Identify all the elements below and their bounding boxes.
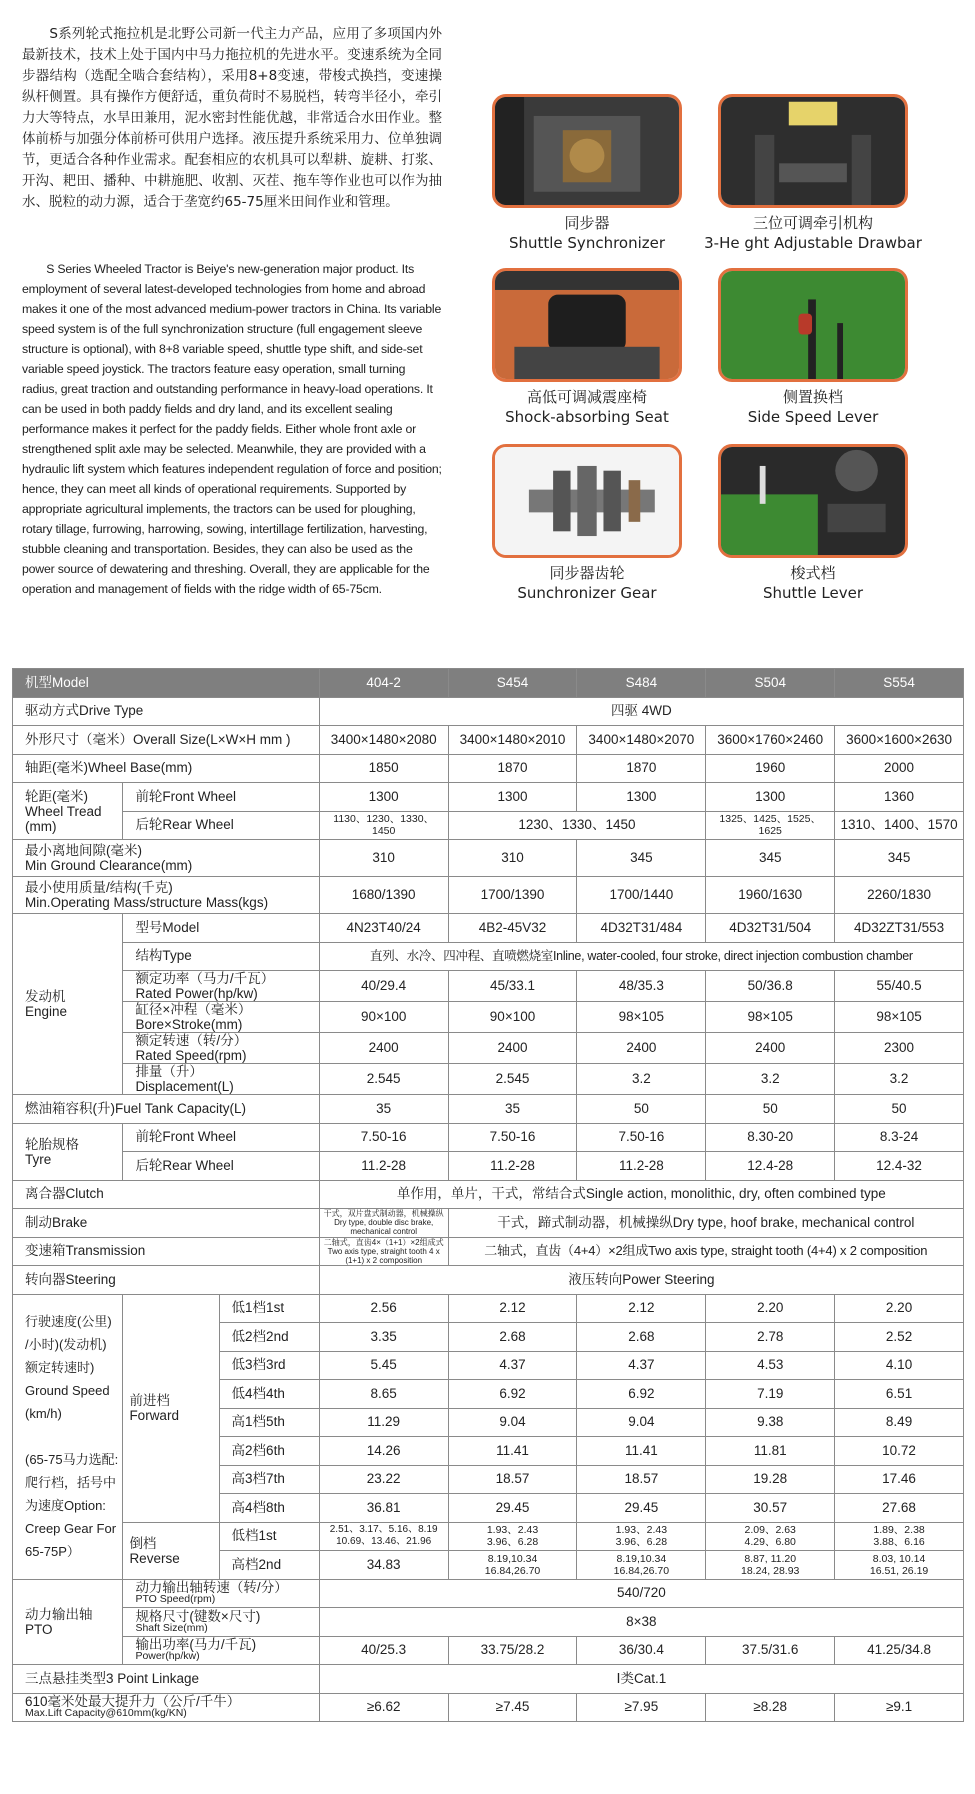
cell: 98×105 [577,1002,706,1033]
row-sublabel [123,1636,319,1665]
cell: 2.78 [706,1323,835,1352]
cell: ≥6.62 [319,1693,448,1722]
row-label: 转向器Steering [13,1266,320,1295]
row-label: 外形尺寸（毫米）Overall Size(L×W×H mm ) [13,726,320,755]
cell: 98×105 [835,1002,964,1033]
cell: 55/40.5 [835,971,964,1002]
cell: 345 [577,840,706,877]
row-label: 轴距(毫米)Wheel Base(mm) [13,754,320,783]
row-sublabel: 结构Type [123,942,319,971]
cell: 2.12 [448,1294,577,1323]
cell: 2260/1830 [835,877,964,914]
label-cn: 轮胎规格 [25,1136,79,1152]
cell: 8.3-24 [835,1123,964,1152]
feature-caption-cn: 侧置换档 [782,388,843,406]
cell: 1300 [448,783,577,812]
model-s554: S554 [835,669,964,698]
table-row [13,1237,964,1266]
row-sublabel [123,1608,319,1637]
intro-english: S Series Wheeled Tractor is Beiye's new-generation major product. Its employment of several latest-developed technologies from home and abroad makes it one of the most advanced medium-power tractors in China. Its variable speed system is of the full synchronization structure (full engagement sleeve structure is optional), with 8+8 variable speed, shuttle type shift, and side-set variable speed joystick. The tractors feature easy operation, small turning radius, great traction and outstanding performance in heavy-load operations. It can be used in both paddy fields and dry land, and its excellent sealing performance makes it perfect for the paddy fields. Either whole front axle or strengthened split axle may be selected. Meanwhile, they are provided with a hydraulic lift system which features independent regulation of force and position; hence, they can meet all kinds of operational requirements. Supported by appropriate agricultural implements, the tractors can be used for ploughing, rotary tillage, furrowing, harrowing, sowing, intertillage fertilization, harvesting, stubble cleaning and transportation. Besides, they can also be used as the power source of dewatering and threshing. Overall, they are applicable for the operation and management of fields with the ridge width of 65-75cm. [22,262,442,596]
cell: 2400 [577,1033,706,1064]
row-label [13,1693,320,1722]
cell: 11.2-28 [577,1152,706,1181]
cell: 18.57 [577,1465,706,1494]
cell: 8.03, 10.14 16.51, 26.19 [835,1551,964,1580]
cell: 2.12 [577,1294,706,1323]
cell: 310 [319,840,448,877]
cell: 3.35 [319,1323,448,1352]
cell: 11.2-28 [319,1152,448,1181]
label-cn: 输出功率(马力/千瓦) [135,1637,257,1653]
cell: 540/720 [319,1579,963,1608]
cell: 8.19,10.34 16.84,26.70 [448,1551,577,1580]
gear-label: 高4档8th [219,1494,319,1523]
cell: 4.53 [706,1351,835,1380]
cell: 90×100 [448,1002,577,1033]
label-cn: 最小离地间隙(毫米) [25,843,142,858]
gear-label: 低3档3rd [219,1351,319,1380]
cell: 33.75/28.2 [448,1636,577,1665]
cell: 9.04 [448,1408,577,1437]
table-row [13,971,964,1002]
cell: 1850 [319,754,448,783]
row-label [13,1123,123,1180]
cell: 2.20 [835,1294,964,1323]
cell: 8.19,10.34 16.84,26.70 [577,1551,706,1580]
row-sublabel: 前轮Front Wheel [123,1123,319,1152]
label-cn: 610毫米处最大提升力（公斤/千牛） [25,1694,241,1710]
cell: 2300 [835,1033,964,1064]
cell: 2400 [448,1033,577,1064]
cell: 35 [319,1095,448,1124]
label-en: Forward [129,1408,179,1423]
table-row [13,840,964,877]
cell: 5.45 [319,1351,448,1380]
cell: 1.93、2.43 3.96、6.28 [448,1522,577,1551]
cell: 1700/1390 [448,877,577,914]
table-row [13,726,964,755]
table-row [13,1693,964,1722]
row-sublabel: 后轮Rear Wheel [123,811,319,840]
cell: 3600×1600×2630 [835,726,964,755]
label-en: Max.Lift Capacity@610mm(kg/KN) [25,1707,187,1720]
model-s504: S504 [706,669,835,698]
cell: 9.04 [577,1408,706,1437]
table-row [13,942,964,971]
label-en: Power(hp/kw) [135,1650,200,1663]
cell: 14.26 [319,1437,448,1466]
cell: 3400×1480×2080 [319,726,448,755]
cell: 2000 [835,754,964,783]
cell: 40/25.3 [319,1636,448,1665]
cell: 11.29 [319,1408,448,1437]
cell: 36.81 [319,1494,448,1523]
label-cn: 排量（升） [135,1064,203,1079]
table-header-row [13,669,964,698]
forward-label [123,1294,219,1522]
table-row [13,1209,964,1238]
cell: 1300 [577,783,706,812]
cell: 310 [448,840,577,877]
cell: 2.51、3.17、5.16、8.19 10.69、13.46、21.96 [319,1522,448,1551]
table-row [13,914,964,943]
table-row [13,1095,964,1124]
cell: 4B2-45V32 [448,914,577,943]
table-row [13,1266,964,1295]
cell: 90×100 [319,1002,448,1033]
label-cn: 前进档 [129,1393,170,1408]
label-cn: 动力输出轴转速（转/分） [135,1580,288,1596]
cell: 二轴式，直齿（4+4）×2组成Two axis type, straight tooth (4+4) x 2 composition [448,1237,963,1266]
cell: ≥8.28 [706,1693,835,1722]
gear-label: 低2档2nd [219,1323,319,1352]
feature-caption-cn: 同步器 [564,214,610,232]
cell: 1960/1630 [706,877,835,914]
cell: 1310、1400、1570 [835,811,964,840]
label-en: Min Ground Clearance(mm) [25,858,193,873]
cell: 2.09、2.63 4.29、6.80 [706,1522,835,1551]
row-label: 离合器Clutch [13,1180,320,1209]
gear-label: 高1档5th [219,1408,319,1437]
cell: 19.28 [706,1465,835,1494]
cell: 干式，双片盘式制动器，机械操纵Dry type, double disc brake, mechanical control [319,1209,448,1238]
row-label [13,840,320,877]
row-label [13,914,123,1095]
cell: 8.49 [835,1408,964,1437]
cell: 3.2 [706,1064,835,1095]
feature-caption-en: Sunchronizer Gear [517,584,657,602]
gear-label: 高3档7th [219,1465,319,1494]
label-cn: 发动机 [25,989,66,1004]
cell: 4D32T31/484 [577,914,706,943]
table-row [13,1636,964,1665]
label-cn: 缸径×冲程（毫米） [135,1002,252,1017]
cell: 29.45 [577,1494,706,1523]
table-row [13,1152,964,1181]
row-label: 制动Brake [13,1209,320,1238]
cell: 3600×1760×2460 [706,726,835,755]
table-row [13,1579,964,1608]
table-row [13,1002,964,1033]
cell: 8.87, 11.20 18.24, 28.93 [706,1551,835,1580]
cell: 8.30-20 [706,1123,835,1152]
cell: 41.25/34.8 [835,1636,964,1665]
shuttle-lever-photo [718,444,908,558]
cell: 9.38 [706,1408,835,1437]
cell: 1960 [706,754,835,783]
cell: 11.2-28 [448,1152,577,1181]
cell: 二轴式，直齿4×（1+1）×2组成式Two axis type, straight tooth 4 x (1+1) x 2 composition [319,1237,448,1266]
cell: 7.50-16 [448,1123,577,1152]
cell: 6.51 [835,1380,964,1409]
label-en: PTO [25,1621,53,1637]
cell: ≥7.95 [577,1693,706,1722]
model-s454: S454 [448,669,577,698]
row-label: 燃油箱容积(升)Fuel Tank Capacity(L) [13,1095,320,1124]
row-sublabel: 型号Model [123,914,319,943]
table-row [13,1180,964,1209]
lever-photo [718,268,908,382]
cell: 四驱 4WD [319,697,963,726]
label-en: Tyre [25,1151,52,1167]
label-cn: 最小使用质量/结构(千克) [25,880,173,895]
row-sublabel: 前轮Front Wheel [123,783,319,812]
cell: 11.81 [706,1437,835,1466]
label-cn: 规格尺寸(键数×尺寸) [135,1608,261,1624]
table-row [13,754,964,783]
table-row [13,1665,964,1694]
gear-photo [492,444,682,558]
label-cn: 额定功率（马力/千瓦） [135,971,275,986]
table-row [13,877,964,914]
cell: 50 [706,1095,835,1124]
cell: 40/29.4 [319,971,448,1002]
seat-photo [492,268,682,382]
cell: 1325、1425、1525、1625 [706,811,835,840]
cell: 2.20 [706,1294,835,1323]
cell: 35 [448,1095,577,1124]
cell: 6.92 [577,1380,706,1409]
cell: 2.56 [319,1294,448,1323]
intro-chinese: S系列轮式拖拉机是北野公司新一代主力产品，应用了多项国内外最新技术，技术上处于国内中马力拖拉机的先进水平。变速系统为全同步器结构（选配全啮合套结构），采用8+8变速，带梭式换挡，变速操纵杆侧置。具有操作方便舒适，重负荷时不易脱档，转弯半径小，牵引力大等特点，水旱田兼用，泥水密封性能优越，非常适合水田作业。整体前桥与加强分体前桥可供用户选择。液压提升系统采用力、位单独调节，更适合各种作业需求。配套相应的农机具可以犁耕、旋耕、打浆、开沟、耙田、播种、中耕施肥、收割、灭茬、拖车等作业也可以作为抽水、脱粒的动力源，适合于垄宽约65-75厘米田间作业和管理。 [22,26,442,210]
gear-label: 低档1st [219,1522,319,1551]
cell: 98×105 [706,1002,835,1033]
row-label: 变速箱Transmission [13,1237,320,1266]
cell: 10.72 [835,1437,964,1466]
feature-caption-en: Shuttle Lever [762,584,864,602]
cell: 1360 [835,783,964,812]
label-en: Reverse [129,1550,180,1566]
cell: 27.68 [835,1494,964,1523]
cell: 29.45 [448,1494,577,1523]
cell: 3400×1480×2010 [448,726,577,755]
cell: 18.57 [448,1465,577,1494]
cell: 7.50-16 [319,1123,448,1152]
cell: 2400 [706,1033,835,1064]
cell: 2.52 [835,1323,964,1352]
feature-caption-cn: 三位可调牵引机构 [752,214,873,232]
cell: 1870 [448,754,577,783]
cell: 23.22 [319,1465,448,1494]
table-row [13,1064,964,1095]
gear-label: 高2档6th [219,1437,319,1466]
cell: 1130、1230、1330、1450 [319,811,448,840]
row-sublabel [123,1033,319,1064]
table-row [13,1123,964,1152]
row-sublabel [123,1064,319,1095]
cell: 单作用，单片，干式，常结合式Single action, monolithic, dry, often combined type [319,1180,963,1209]
label-en: Shaft Size(mm) [135,1621,208,1634]
row-label: 行驶速度(公里) /小时)(发动机) 额定转速时) Ground Speed (km/h) (65-75马力选配: 爬行档，括号中 为速度Option: Creep Gear For 65-75P） [13,1294,123,1579]
cell: 4.37 [577,1351,706,1380]
label-en: Min.Operating Mass/structure Mass(kgs) [25,895,269,910]
cell: 17.46 [835,1465,964,1494]
cell: 3.2 [577,1064,706,1095]
label-en: Rated Power(hp/kw) [135,986,258,1001]
cell: 1700/1440 [577,877,706,914]
table-row [13,1033,964,1064]
cell: 11.41 [577,1437,706,1466]
label-en: Engine [25,1004,68,1019]
cell: Ⅰ类Cat.1 [319,1665,963,1694]
cell: 2400 [319,1033,448,1064]
drawbar-photo [718,94,908,208]
cell: 12.4-32 [835,1152,964,1181]
row-sublabel [123,1002,319,1033]
cell: ≥7.45 [448,1693,577,1722]
reverse-label [123,1522,219,1579]
row-label: 驱动方式Drive Type [13,697,320,726]
gear-label: 低4档4th [219,1380,319,1409]
cell: 1.93、2.43 3.96、6.28 [577,1522,706,1551]
cell: 2.68 [448,1323,577,1352]
cell: 11.41 [448,1437,577,1466]
table-row [13,1608,964,1637]
label-en: Bore×Stroke(mm) [135,1017,243,1032]
cell: 50 [577,1095,706,1124]
label-cn: 动力输出轴 [25,1606,93,1622]
cell: 7.19 [706,1380,835,1409]
table-row [13,783,964,812]
row-sublabel: 后轮Rear Wheel [123,1152,319,1181]
cell: 2.68 [577,1323,706,1352]
cell: 2.545 [319,1064,448,1095]
cell: 4.10 [835,1351,964,1380]
gear-label: 低1档1st [219,1294,319,1323]
cell: 37.5/31.6 [706,1636,835,1665]
model-404-2: 404-2 [319,669,448,698]
row-sublabel [123,971,319,1002]
cell: 45/33.1 [448,971,577,1002]
cell: 3400×1480×2070 [577,726,706,755]
cell: 2.545 [448,1064,577,1095]
cell: 6.92 [448,1380,577,1409]
cell: 4N23T40/24 [319,914,448,943]
label-cn: 倒档 [129,1535,157,1551]
cell: 345 [706,840,835,877]
cell: 48/35.3 [577,971,706,1002]
cell: ≥9.1 [835,1693,964,1722]
row-label: 三点悬挂类型3 Point Linkage [13,1665,320,1694]
cell: 4.37 [448,1351,577,1380]
row-label [13,1579,123,1665]
table-row [13,811,964,840]
label-cn: 额定转速（转/分） [135,1033,248,1048]
label-en: PTO Speed(rpm) [135,1593,216,1606]
feature-caption-en: 3-He ght Adjustable Drawbar [704,234,922,252]
cell: 345 [835,840,964,877]
cell: 干式，蹄式制动器，机械操纵Dry type, hoof brake, mechanical control [448,1209,963,1238]
cell: 8.65 [319,1380,448,1409]
cell: 34.83 [319,1551,448,1580]
cell: 12.4-28 [706,1152,835,1181]
cell: 1680/1390 [319,877,448,914]
cell: 8×38 [319,1608,963,1637]
synchronizer-photo [492,94,682,208]
label-en: Rated Speed(rpm) [135,1048,247,1063]
cell: 1870 [577,754,706,783]
cell: 直列、水冷、四冲程、直喷燃烧室Inline, water-cooled, four stroke, direct injection combustion chamber [319,942,963,971]
cell: 4D32T31/504 [706,914,835,943]
cell: 30.57 [706,1494,835,1523]
feature-caption-en: Shock-absorbing Seat [505,408,669,426]
cell: 1.89、2.38 3.88、6.16 [835,1522,964,1551]
feature-caption-cn: 同步器齿轮 [549,564,625,582]
feature-caption-en: Side Speed Lever [747,408,879,426]
table-row [13,1522,964,1551]
row-label: 轮距(毫米) Wheel Tread (mm) [13,783,123,840]
spec-table [12,668,964,1722]
gear-label: 高档2nd [219,1551,319,1580]
cell: 3.2 [835,1064,964,1095]
row-label [13,877,320,914]
cell: 液压转向Power Steering [319,1266,963,1295]
feature-caption-cn: 梭式档 [790,564,836,582]
cell: 4D32ZT31/553 [835,914,964,943]
cell: 7.50-16 [577,1123,706,1152]
row-sublabel [123,1579,319,1608]
cell: 50/36.8 [706,971,835,1002]
feature-caption-cn: 高低可调减震座椅 [526,388,647,406]
cell: 1300 [319,783,448,812]
header-label: 机型Model [13,669,320,698]
cell: 1230、1330、1450 [448,811,706,840]
cell: 50 [835,1095,964,1124]
label-en: Displacement(L) [135,1079,234,1094]
table-row [13,1294,964,1323]
feature-caption-en: Shuttle Synchronizer [508,234,666,252]
table-row [13,697,964,726]
cell: 36/30.4 [577,1636,706,1665]
model-s484: S484 [577,669,706,698]
cell: 1300 [706,783,835,812]
